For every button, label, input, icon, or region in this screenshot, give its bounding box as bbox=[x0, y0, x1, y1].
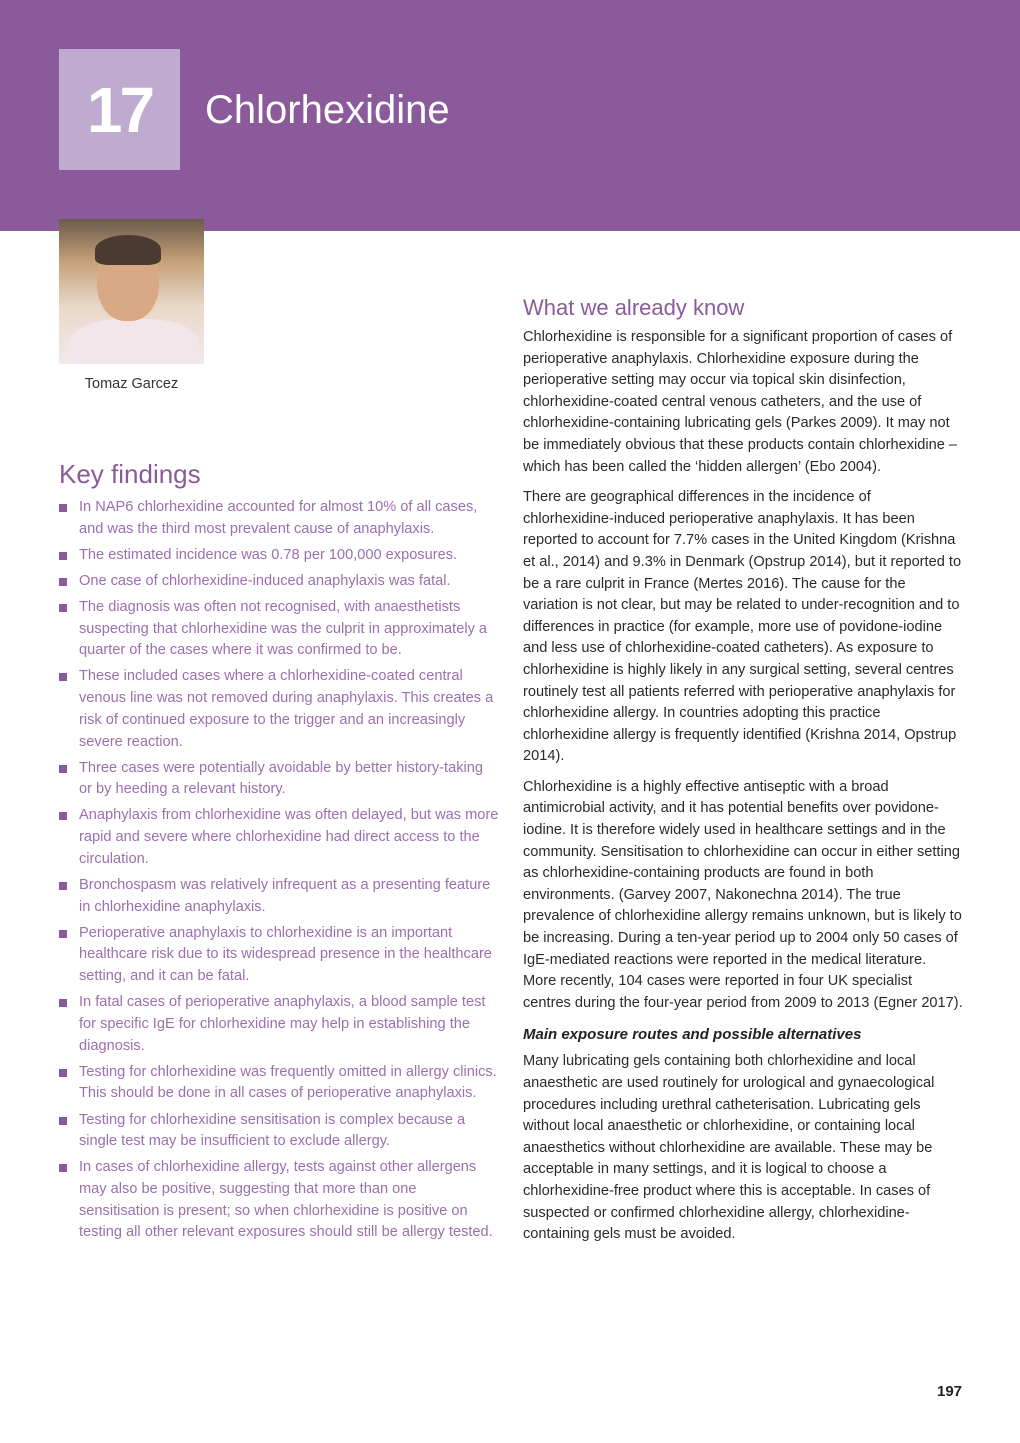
key-finding-text: Testing for chlorhexidine was frequently omitted in allergy clinics. This should be done in all cases of perioperative anaphylaxis. bbox=[79, 1063, 497, 1102]
key-finding-text: Perioperative anaphylaxis to chlorhexidine is an important healthcare risk due to its widespread presence in the healthcare setting, and it can be fatal. bbox=[79, 924, 492, 985]
key-finding-item bbox=[59, 666, 499, 753]
bullet-square-icon bbox=[59, 765, 67, 773]
key-finding-item bbox=[59, 571, 499, 593]
key-finding-item bbox=[59, 805, 499, 870]
key-finding-text: In fatal cases of perioperative anaphylaxis, a blood sample test for specific IgE for chlorhexidine may help in establishing the diagnosis. bbox=[79, 994, 486, 1054]
key-finding-item bbox=[59, 545, 499, 567]
key-finding-item bbox=[59, 1110, 499, 1153]
bullet-square-icon bbox=[59, 504, 67, 512]
key-finding-text: Three cases were potentially avoidable by better history-taking or by heeding a relevant history. bbox=[79, 759, 483, 798]
section-heading: What we already know bbox=[523, 295, 745, 320]
key-finding-text: The diagnosis was often not recognised, with anaesthetists suspecting that chlorhexidine was the culprit in approximately a quarter of the cases where it was confirmed to be. bbox=[79, 598, 488, 659]
chapter-title: Chlorhexidine bbox=[205, 88, 450, 132]
chapter-number: 17 bbox=[59, 49, 180, 170]
bullet-square-icon bbox=[59, 930, 67, 938]
key-findings-heading: Key findings bbox=[59, 459, 201, 489]
main-column bbox=[523, 295, 963, 1255]
key-finding-item bbox=[59, 1062, 499, 1105]
author-photo bbox=[59, 219, 204, 364]
author-name: Tomaz Garcez bbox=[84, 376, 179, 392]
paragraph: Chlorhexidine is a highly effective antiseptic with a broad antimicrobial activity, and it has potential benefits over povidone-iodine. It is therefore widely used in healthcare settings and in the community. Sensitisation to chlorhexidine can occur in either setting as chlorhexidine-containing products are found in both environments. (Garvey 2007, Nakonechna 2014). The true prevalence of chlorhexidine allergy remains unknown, but is likely to be increasing. During a ten-year period up to 2004 only 50 cases of IgE-mediated reactions were reported in the medical literature. More recently, 104 cases were reported in four UK specialist centres during the four-year period from 2009 to 2013 (Egner 2017). bbox=[523, 778, 963, 1011]
key-finding-text: These included cases where a chlorhexidine-coated central venous line was not removed during anaphylaxis. This creates a risk of continued exposure to the trigger and an increasingly severe reaction. bbox=[79, 668, 494, 750]
key-finding-text: In cases of chlorhexidine allergy, tests against other allergens may also be positive, suggesting that more than one sensitisation is present; so when chlorhexidine is positive on testing all other relevant exposures should still be allergy tested. bbox=[79, 1159, 493, 1241]
bullet-square-icon bbox=[59, 578, 67, 586]
key-finding-item bbox=[59, 923, 499, 988]
key-finding-text: One case of chlorhexidine-induced anaphylaxis was fatal. bbox=[79, 572, 451, 589]
key-finding-item bbox=[59, 758, 499, 801]
bullet-square-icon bbox=[59, 1117, 67, 1125]
bullet-square-icon bbox=[59, 552, 67, 560]
key-finding-item bbox=[59, 497, 499, 540]
key-finding-item bbox=[59, 875, 499, 918]
page-number: 197 bbox=[937, 1383, 963, 1400]
bullet-square-icon bbox=[59, 1069, 67, 1077]
bullet-square-icon bbox=[59, 673, 67, 681]
paragraph: Many lubricating gels containing both chlorhexidine and local anaesthetic are used routinely for urological and gynaecological procedures including urethral catheterisation. Lubricating gels without local anaesthetic or chlorhexidine, or containing local anaesthetics without chlorhexidine are available. These may be acceptable in many settings, and it is logical to choose a chlorhexidine-free product where this is acceptable. In cases of suspected or confirmed chlorhexidine allergy, chlorhexidine-containing gels must be avoided. bbox=[523, 1053, 935, 1243]
bullet-square-icon bbox=[59, 812, 67, 820]
key-finding-item bbox=[59, 992, 499, 1057]
key-finding-text: The estimated incidence was 0.78 per 100,000 exposures. bbox=[79, 546, 458, 563]
key-finding-item bbox=[59, 597, 499, 662]
key-finding-text: Bronchospasm was relatively infrequent as a presenting feature in chlorhexidine anaphylaxis. bbox=[79, 876, 491, 915]
key-finding-text: In NAP6 chlorhexidine accounted for almost 10% of all cases, and was the third most prevalent cause of anaphylaxis. bbox=[79, 499, 478, 537]
paragraph: There are geographical differences in the incidence of chlorhexidine-induced perioperative anaphylaxis. It has been reported to account for 7.7% cases in the United Kingdom (Krishna et al., 2014) and 9.3% in Denmark (Opstrup 2014), but it reported to be a rare culprit in France (Mertes 2016). The cause for the variation is not clear, but may be related to under-recognition and to differences in practice (for example, more use of povidone-iodine and less use of chlorhexidine-coated catheters). As exposure to chlorhexidine is highly likely in any surgical setting, several centres routinely test all patients referred with perioperative anaphylaxis for chlorhexidine allergy. In countries adopting this practice chlorhexidine allergy is frequently identified (Krishna 2014, Opstrup 2014). bbox=[523, 489, 962, 765]
bullet-square-icon bbox=[59, 999, 67, 1007]
key-finding-text: Testing for chlorhexidine sensitisation is complex because a single test may be insufficient to exclude allergy. bbox=[79, 1111, 466, 1150]
key-finding-text: Anaphylaxis from chlorhexidine was often delayed, but was more rapid and severe where chlorhexidine had direct access to the circulation. bbox=[79, 807, 499, 867]
bullet-square-icon bbox=[59, 604, 67, 612]
paragraph: Chlorhexidine is responsible for a significant proportion of cases of perioperative anaphylaxis. Chlorhexidine exposure during the perioperative setting may occur via topical skin disinfection, chlorhexidine-coated central venous catheters, and the use of chlorhexidine-containing lubricating gels (Parkes 2009). It may not be immediately obvious that these products contain chlorhexidine – which has been called the ‘hidden allergen’ (Ebo 2004). bbox=[523, 329, 958, 475]
subheading: Main exposure routes and possible alternatives bbox=[523, 1026, 862, 1044]
bullet-square-icon bbox=[59, 1164, 67, 1172]
key-finding-item bbox=[59, 1157, 499, 1244]
key-findings-list bbox=[59, 497, 499, 1249]
bullet-square-icon bbox=[59, 882, 67, 890]
